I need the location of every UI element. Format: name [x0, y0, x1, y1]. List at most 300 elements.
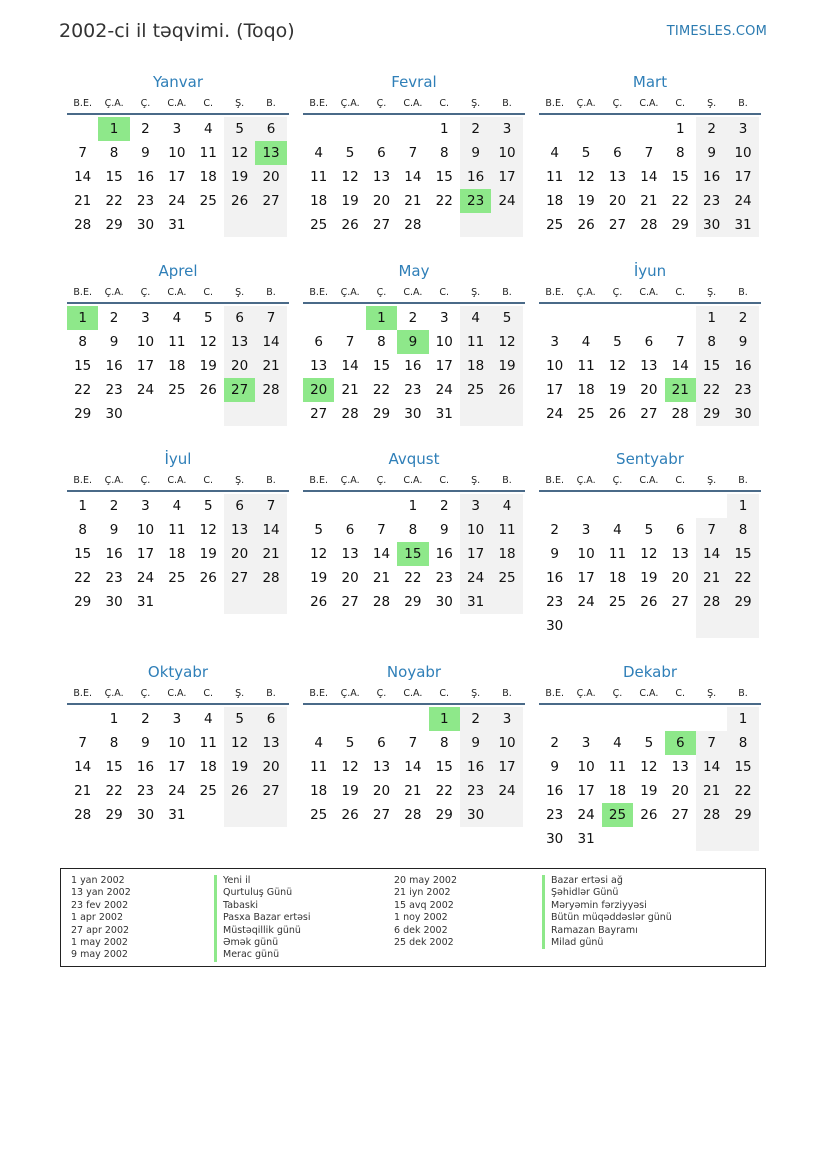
- day-cell: 28: [372, 594, 391, 610]
- day-cell: 29: [727, 803, 758, 827]
- day-cell: 20: [640, 382, 658, 398]
- weekday-label: C.A.: [403, 475, 423, 486]
- day-cell: 11: [546, 169, 564, 185]
- day-cell: 18: [199, 759, 217, 775]
- weekday-label: Ç.: [612, 287, 623, 298]
- empty-cell: [665, 707, 696, 731]
- weekday-label: Ç.: [140, 287, 151, 298]
- day-cell: 26: [491, 378, 522, 402]
- weekday-label: Ç.A.: [576, 475, 596, 486]
- day-cell: 10: [577, 759, 595, 775]
- weekday-label: B.E.: [545, 98, 564, 109]
- day-cell: 10: [727, 141, 758, 165]
- day-cell: 17: [435, 358, 453, 374]
- day-cell: 2: [696, 117, 727, 141]
- weekday-label: B.: [502, 475, 512, 486]
- day-cell: 18: [577, 382, 595, 398]
- day-cell: 16: [435, 546, 453, 562]
- day-cell: 19: [640, 570, 658, 586]
- month-title: Noyabr: [386, 663, 442, 681]
- weekday-header: [539, 473, 761, 492]
- day-cell: 18: [199, 169, 217, 185]
- day-cell: 7: [255, 306, 286, 330]
- day-cell: 17: [136, 546, 155, 562]
- empty-cell: [334, 494, 365, 518]
- weekday-label: B.: [502, 287, 512, 298]
- day-cell: 26: [577, 217, 595, 233]
- day-cell: 23: [105, 382, 123, 398]
- day-cell: 3: [581, 522, 591, 538]
- day-cell: 22: [696, 378, 727, 402]
- legend-names-right: [542, 875, 672, 949]
- legend-date: 6 dek 2002: [394, 924, 448, 936]
- day-cell: 21: [404, 783, 422, 799]
- day-cell: 22: [727, 566, 758, 590]
- day-cell: 29: [404, 594, 422, 610]
- day-cell: 19: [341, 783, 359, 799]
- empty-cell: [665, 306, 696, 330]
- day-cell: 18: [491, 542, 522, 566]
- day-cell: 3: [141, 310, 150, 326]
- weekday-label: C.A.: [403, 688, 423, 699]
- day-cell: 15: [727, 542, 758, 566]
- day-cell: 2: [408, 310, 418, 326]
- weekday-label: B.: [738, 688, 748, 699]
- empty-cell: [224, 590, 255, 614]
- day-cell: 12: [310, 546, 328, 562]
- empty-cell: [491, 803, 522, 827]
- weekday-label: Ş.: [235, 287, 245, 298]
- day-cell: 1: [727, 494, 758, 518]
- day-cell: 21: [665, 378, 696, 402]
- day-cell: 19: [224, 165, 255, 189]
- day-cell: 10: [435, 334, 453, 350]
- empty-cell: [570, 117, 601, 141]
- weekday-label: Ç.: [376, 98, 387, 109]
- legend-date: 23 fev 2002: [71, 899, 129, 911]
- month-block: [539, 449, 761, 638]
- day-cell: 19: [199, 358, 217, 374]
- day-cell: 5: [491, 306, 522, 330]
- empty-cell: [570, 494, 601, 518]
- day-cell: 2: [141, 121, 150, 137]
- day-cell: 31: [168, 807, 186, 823]
- weekday-label: B.E.: [73, 98, 92, 109]
- day-cell: 2: [439, 498, 449, 514]
- month-title: Sentyabr: [616, 450, 684, 468]
- day-cell: 8: [109, 735, 119, 751]
- day-cell: 19: [491, 354, 522, 378]
- empty-cell: [491, 590, 522, 614]
- day-cell: 22: [671, 193, 689, 209]
- day-cell: 25: [168, 570, 186, 586]
- empty-cell: [334, 117, 365, 141]
- empty-cell: [255, 402, 286, 426]
- day-cell: 13: [671, 546, 689, 562]
- day-cell: 12: [577, 169, 595, 185]
- weekday-label: Ç.A.: [576, 688, 596, 699]
- legend-date: 1 noy 2002: [394, 912, 448, 924]
- empty-cell: [303, 306, 334, 330]
- day-cell: 5: [314, 522, 323, 538]
- day-cell: 1: [439, 121, 449, 137]
- day-cell: 24: [546, 406, 564, 422]
- day-cell: 7: [78, 735, 87, 751]
- weekday-label: Ş.: [707, 287, 717, 298]
- weekday-header: [539, 96, 761, 115]
- day-cell: 21: [404, 193, 422, 209]
- weekday-label: Ç.A.: [340, 98, 360, 109]
- day-cell: 11: [199, 145, 217, 161]
- day-cell: 28: [671, 406, 689, 422]
- day-cell: 29: [671, 217, 689, 233]
- day-cell: 20: [341, 570, 359, 586]
- empty-cell: [429, 213, 460, 237]
- day-cell: 25: [577, 406, 595, 422]
- empty-cell: [602, 117, 633, 141]
- day-cell: 16: [696, 165, 727, 189]
- day-cell: 17: [136, 358, 155, 374]
- day-cell: 5: [581, 145, 591, 161]
- day-cell: 24: [136, 570, 155, 586]
- weekday-header: [303, 473, 525, 492]
- weekday-label: C.A.: [167, 475, 187, 486]
- day-cell: 31: [577, 831, 595, 847]
- day-cell: 22: [74, 382, 92, 398]
- day-cell: 17: [577, 570, 595, 586]
- day-cell: 25: [546, 217, 564, 233]
- day-cell: 9: [727, 330, 758, 354]
- day-cell: 23: [696, 189, 727, 213]
- day-cell: 24: [460, 566, 491, 590]
- weekday-label: Ş.: [471, 287, 481, 298]
- day-cell: 12: [640, 759, 658, 775]
- day-cell: 3: [141, 498, 150, 514]
- day-cell: 17: [727, 165, 758, 189]
- day-cell: 16: [546, 783, 564, 799]
- day-cell: 5: [224, 117, 255, 141]
- day-cell: 8: [696, 330, 727, 354]
- day-cell: 8: [408, 522, 418, 538]
- weekday-label: C.: [675, 688, 686, 699]
- weekday-label: Ç.A.: [576, 98, 596, 109]
- day-cell: 15: [671, 169, 689, 185]
- day-cell: 15: [74, 358, 92, 374]
- legend-date: 15 avq 2002: [394, 899, 454, 911]
- day-cell: 6: [644, 334, 654, 350]
- day-cell: 28: [404, 217, 422, 233]
- weekday-header: [539, 686, 761, 705]
- day-cell: 4: [460, 306, 491, 330]
- day-cell: 27: [671, 594, 689, 610]
- empty-cell: [539, 306, 570, 330]
- day-cell: 27: [671, 807, 689, 823]
- day-cell: 5: [644, 522, 654, 538]
- empty-cell: [665, 494, 696, 518]
- day-grid: [67, 306, 289, 426]
- day-grid: [303, 306, 525, 426]
- day-cell: 29: [727, 590, 758, 614]
- day-cell: 4: [172, 310, 182, 326]
- weekday-label: Ş.: [235, 475, 245, 486]
- day-cell: 16: [546, 570, 564, 586]
- empty-cell: [67, 707, 98, 731]
- weekday-label: B.E.: [545, 287, 564, 298]
- day-cell: 22: [727, 779, 758, 803]
- weekday-label: B.E.: [73, 475, 92, 486]
- weekday-label: C.A.: [639, 688, 659, 699]
- day-cell: 10: [168, 145, 186, 161]
- day-cell: 29: [105, 217, 123, 233]
- day-cell: 14: [74, 169, 92, 185]
- month-block: [539, 72, 761, 237]
- day-cell: 29: [74, 406, 92, 422]
- day-cell: 17: [491, 165, 522, 189]
- weekday-label: Ş.: [707, 475, 717, 486]
- legend-holiday-name: Bazar ertəsi ağ: [542, 875, 672, 887]
- empty-cell: [570, 614, 601, 638]
- legend-date: 21 iyn 2002: [394, 887, 451, 899]
- day-cell: 7: [696, 731, 727, 755]
- day-grid: [67, 117, 289, 237]
- day-cell: 29: [696, 402, 727, 426]
- day-cell: 3: [491, 117, 522, 141]
- day-cell: 21: [696, 779, 727, 803]
- empty-cell: [366, 117, 397, 141]
- day-cell: 23: [546, 807, 564, 823]
- day-cell: 17: [577, 783, 595, 799]
- day-cell: 12: [199, 334, 217, 350]
- day-cell: 28: [404, 807, 422, 823]
- day-cell: 30: [696, 213, 727, 237]
- month-block: [67, 72, 289, 237]
- day-cell: 3: [439, 310, 449, 326]
- day-cell: 16: [136, 169, 155, 185]
- day-cell: 15: [435, 169, 453, 185]
- weekday-header: [303, 285, 525, 304]
- day-cell: 6: [224, 306, 255, 330]
- day-cell: 14: [255, 518, 286, 542]
- day-cell: 24: [577, 807, 595, 823]
- day-cell: 19: [608, 382, 627, 398]
- weekday-header: [303, 96, 525, 115]
- month-block: [539, 261, 761, 426]
- day-cell: 10: [491, 731, 522, 755]
- weekday-label: Ş.: [707, 688, 717, 699]
- day-cell: 11: [310, 169, 328, 185]
- weekday-label: C.A.: [639, 287, 659, 298]
- brand-link[interactable]: TIMESLES.COM: [666, 24, 767, 39]
- day-cell: 5: [203, 310, 213, 326]
- weekday-header: [303, 686, 525, 705]
- empty-cell: [570, 306, 601, 330]
- day-cell: 28: [255, 566, 286, 590]
- weekday-label: B.E.: [309, 475, 328, 486]
- legend-dates-right: [394, 875, 457, 949]
- day-cell: 4: [613, 522, 622, 538]
- day-cell: 6: [314, 334, 323, 350]
- day-cell: 8: [727, 518, 758, 542]
- weekday-label: Ç.: [140, 475, 151, 486]
- day-cell: 11: [199, 735, 217, 751]
- empty-cell: [334, 306, 365, 330]
- day-cell: 9: [109, 522, 119, 538]
- day-cell: 23: [136, 193, 155, 209]
- weekday-label: B.: [266, 475, 276, 486]
- weekday-label: Ç.: [376, 688, 387, 699]
- day-cell: 17: [491, 755, 522, 779]
- day-cell: 1: [98, 117, 129, 141]
- weekday-label: Ç.: [376, 287, 387, 298]
- day-cell: 24: [435, 382, 453, 398]
- weekday-label: B.: [738, 98, 748, 109]
- day-cell: 16: [404, 358, 422, 374]
- day-cell: 7: [675, 334, 685, 350]
- day-cell: 2: [109, 498, 119, 514]
- day-cell: 25: [491, 566, 522, 590]
- day-cell: 15: [372, 358, 391, 374]
- weekday-label: B.E.: [545, 688, 564, 699]
- day-cell: 13: [224, 330, 255, 354]
- day-cell: 26: [310, 594, 328, 610]
- day-cell: 2: [460, 117, 491, 141]
- day-cell: 6: [255, 117, 286, 141]
- day-cell: 18: [608, 783, 627, 799]
- day-cell: 8: [727, 731, 758, 755]
- day-cell: 1: [429, 707, 460, 731]
- day-cell: 10: [168, 735, 186, 751]
- day-cell: 22: [105, 193, 123, 209]
- empty-cell: [665, 827, 696, 851]
- day-cell: 17: [460, 542, 491, 566]
- day-cell: 27: [608, 217, 627, 233]
- day-cell: 20: [224, 542, 255, 566]
- day-cell: 30: [727, 402, 758, 426]
- day-cell: 25: [310, 807, 328, 823]
- weekday-label: Ç.A.: [340, 287, 360, 298]
- day-cell: 25: [199, 783, 217, 799]
- day-cell: 9: [439, 522, 449, 538]
- day-cell: 22: [372, 382, 391, 398]
- day-cell: 23: [460, 779, 491, 803]
- day-cell: 1: [366, 306, 397, 330]
- day-cell: 11: [168, 334, 186, 350]
- day-cell: 13: [255, 731, 286, 755]
- month-title: May: [398, 262, 430, 280]
- day-cell: 24: [491, 779, 522, 803]
- day-cell: 31: [136, 594, 155, 610]
- empty-cell: [539, 494, 570, 518]
- legend-holiday-name: Şəhidlər Günü: [542, 887, 672, 899]
- day-cell: 27: [224, 566, 255, 590]
- day-cell: 26: [199, 382, 217, 398]
- day-cell: 30: [460, 803, 491, 827]
- day-cell: 13: [224, 518, 255, 542]
- day-cell: 6: [377, 735, 386, 751]
- weekday-label: B.: [738, 287, 748, 298]
- day-cell: 4: [314, 735, 323, 751]
- weekday-label: B.: [266, 287, 276, 298]
- day-cell: 15: [696, 354, 727, 378]
- empty-cell: [303, 494, 334, 518]
- day-cell: 5: [613, 334, 622, 350]
- day-cell: 9: [460, 141, 491, 165]
- day-cell: 8: [377, 334, 386, 350]
- day-grid: [539, 117, 761, 237]
- day-cell: 26: [341, 217, 359, 233]
- day-cell: 20: [372, 193, 391, 209]
- month-title: Aprel: [158, 262, 198, 280]
- legend-date: 27 apr 2002: [71, 924, 130, 936]
- day-cell: 9: [141, 145, 150, 161]
- day-cell: 14: [696, 542, 727, 566]
- day-cell: 21: [640, 193, 658, 209]
- legend-holiday-name: Bütün müqəddəslər günü: [542, 912, 672, 924]
- day-cell: 5: [345, 145, 355, 161]
- day-cell: 7: [644, 145, 654, 161]
- day-cell: 14: [372, 546, 391, 562]
- day-cell: 18: [460, 354, 491, 378]
- empty-cell: [539, 117, 570, 141]
- day-cell: 11: [310, 759, 328, 775]
- day-cell: 20: [372, 783, 391, 799]
- day-cell: 25: [199, 193, 217, 209]
- legend-holiday-name: Pasxa Bazar ertəsi: [214, 912, 311, 924]
- day-cell: 27: [372, 217, 391, 233]
- legend-date: 13 yan 2002: [71, 887, 131, 899]
- day-cell: 26: [224, 779, 255, 803]
- legend-date: 25 dek 2002: [394, 936, 454, 948]
- day-cell: 17: [168, 759, 186, 775]
- day-grid: [303, 707, 525, 827]
- empty-cell: [602, 494, 633, 518]
- day-cell: 6: [345, 522, 355, 538]
- day-cell: 8: [439, 735, 449, 751]
- day-cell: 18: [168, 546, 186, 562]
- weekday-label: B.E.: [73, 688, 92, 699]
- day-cell: 21: [696, 566, 727, 590]
- day-cell: 14: [696, 755, 727, 779]
- day-cell: 26: [640, 807, 658, 823]
- day-cell: 20: [671, 570, 689, 586]
- empty-cell: [633, 306, 664, 330]
- day-cell: 20: [303, 378, 334, 402]
- day-cell: 5: [203, 498, 213, 514]
- day-cell: 2: [550, 735, 559, 751]
- empty-cell: [161, 590, 192, 614]
- day-cell: 28: [74, 217, 92, 233]
- day-cell: 28: [341, 406, 359, 422]
- day-cell: 25: [168, 382, 186, 398]
- weekday-label: C.A.: [639, 98, 659, 109]
- empty-cell: [161, 402, 192, 426]
- day-cell: 28: [74, 807, 92, 823]
- empty-cell: [193, 803, 224, 827]
- day-cell: 24: [727, 189, 758, 213]
- empty-cell: [602, 707, 633, 731]
- day-cell: 17: [168, 169, 186, 185]
- weekday-label: B.E.: [545, 475, 564, 486]
- day-cell: 11: [608, 759, 627, 775]
- weekday-label: Ş.: [707, 98, 717, 109]
- day-cell: 26: [341, 807, 359, 823]
- day-cell: 23: [435, 570, 453, 586]
- day-cell: 21: [74, 193, 92, 209]
- weekday-header: [67, 686, 289, 705]
- day-cell: 11: [577, 358, 595, 374]
- legend-holiday-name: Yeni il: [214, 875, 311, 887]
- day-grid: [67, 707, 289, 827]
